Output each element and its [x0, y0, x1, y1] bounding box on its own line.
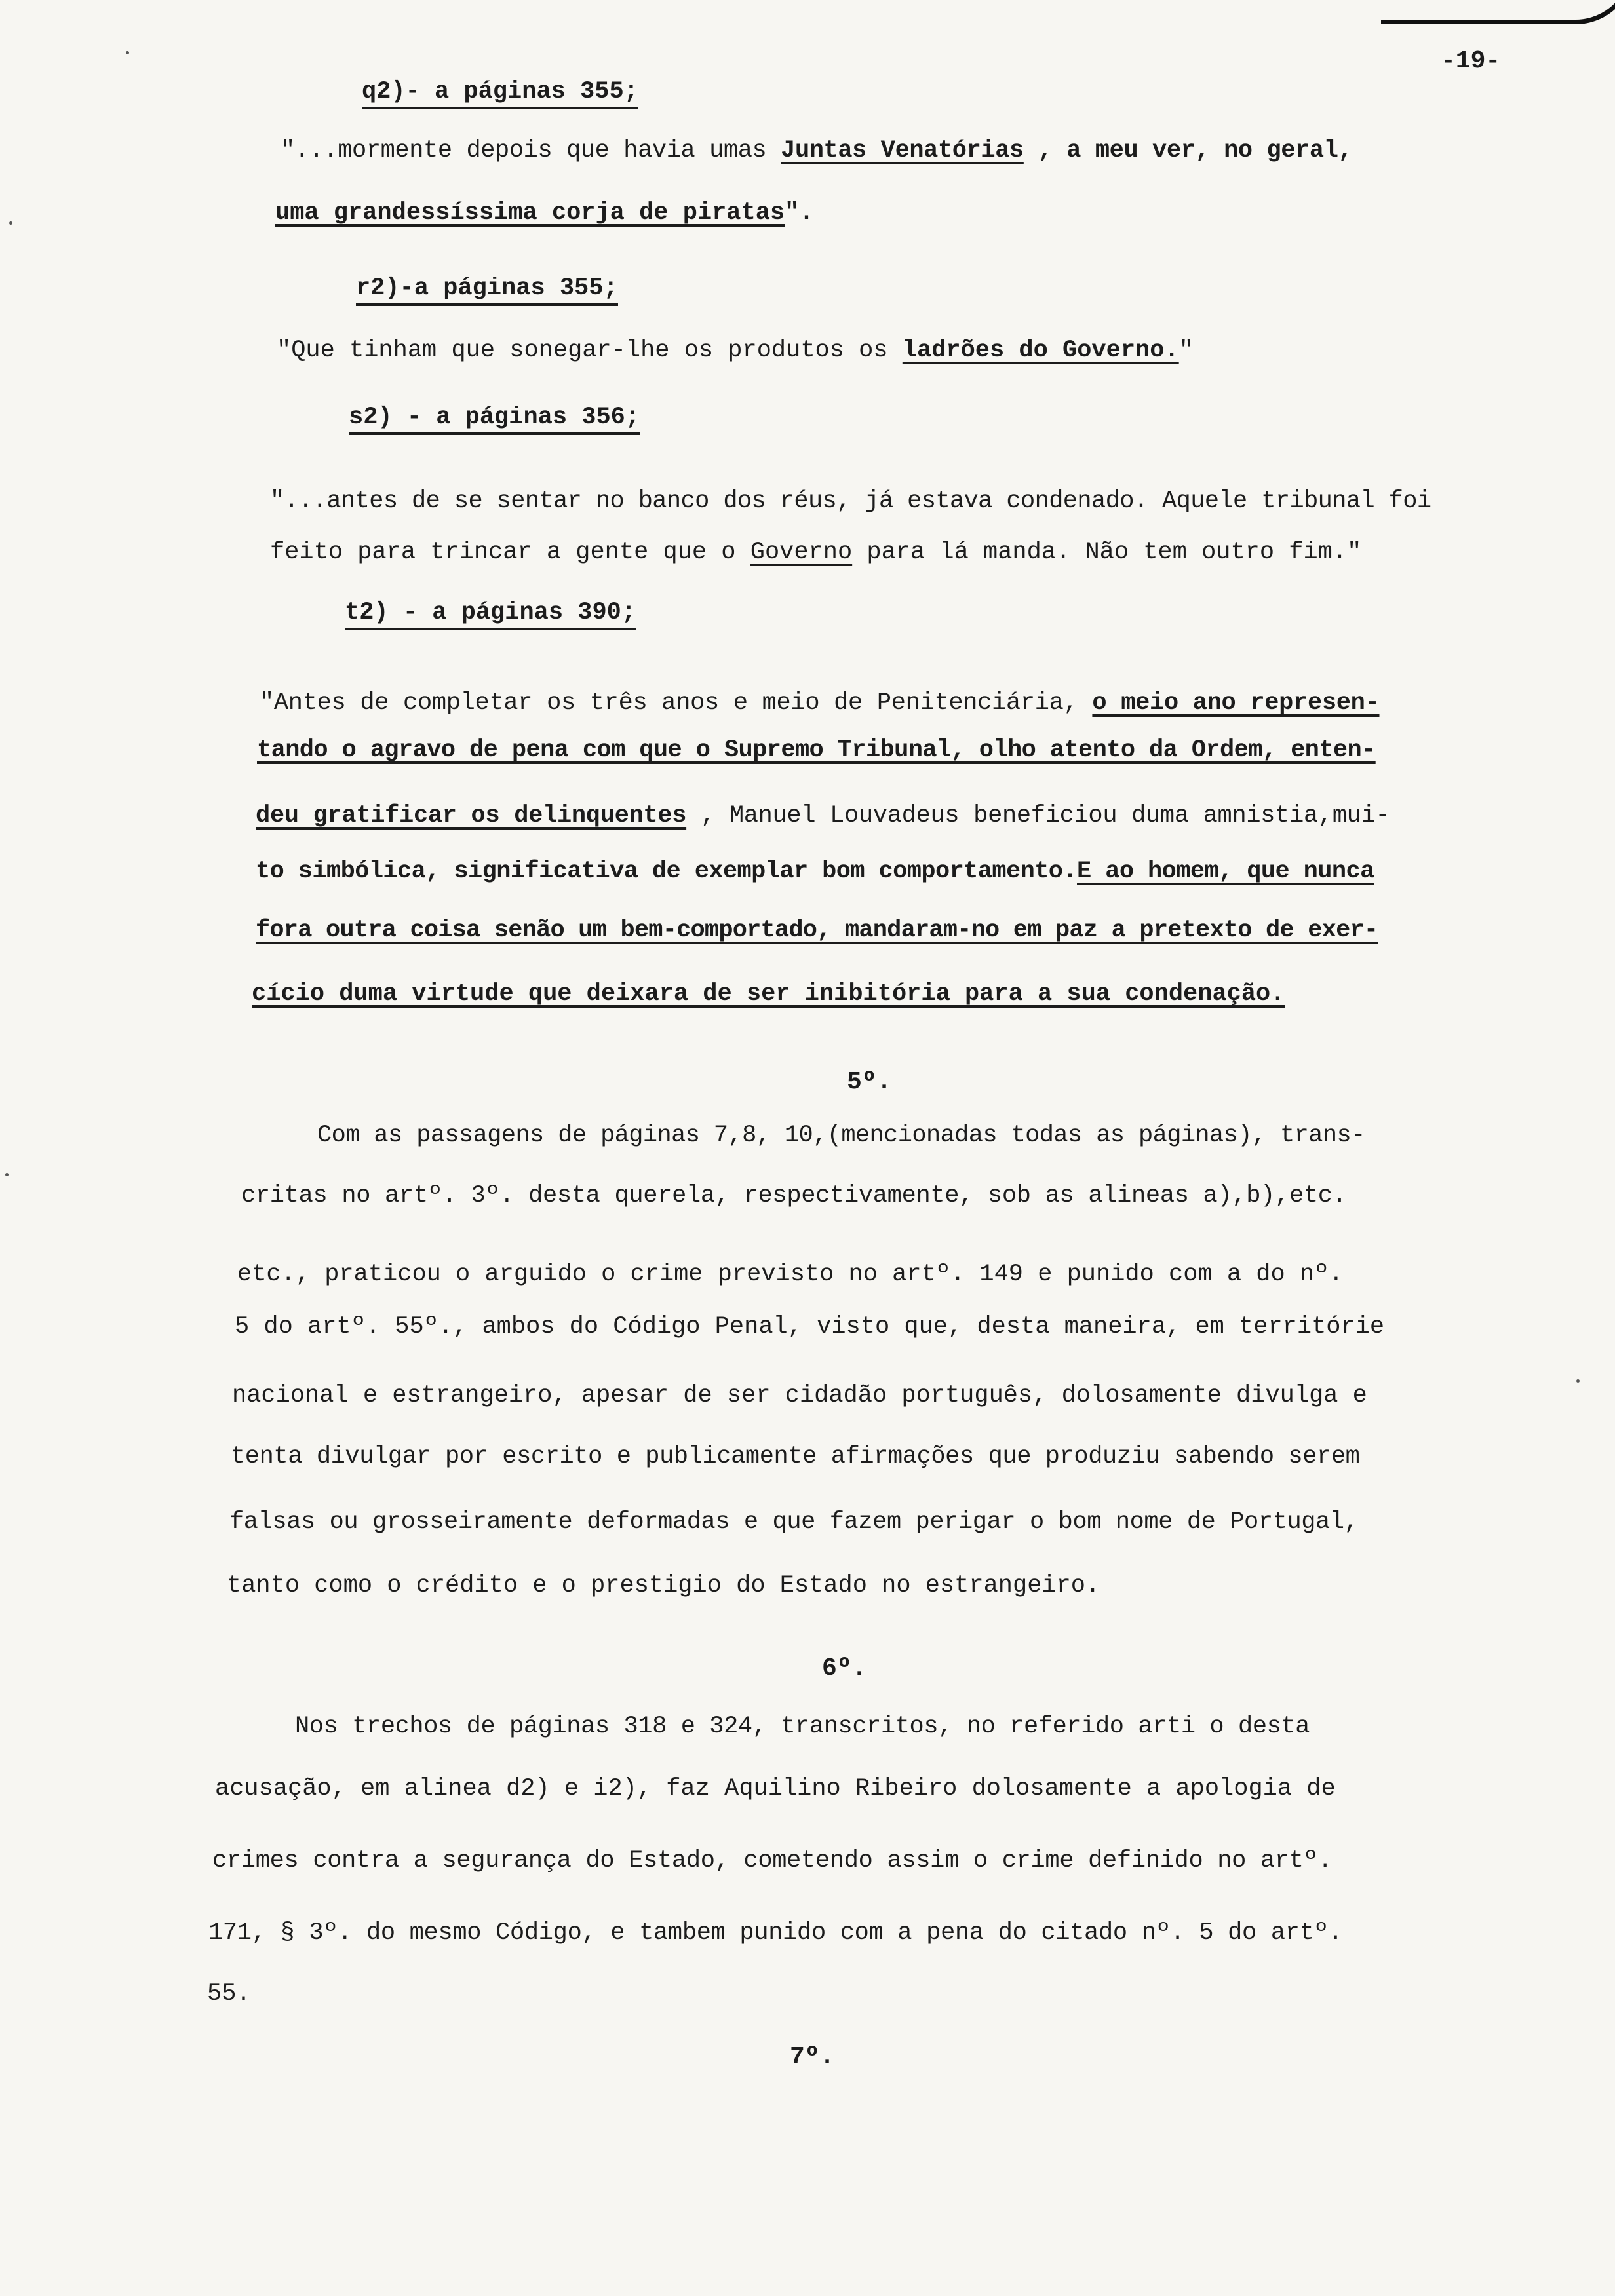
section-6-line: crimes contra a segurança do Estado, cometendo assim o crime definido no artº.	[212, 1847, 1333, 1875]
section-5-line: falsas ou grosseiramente deformadas e que fazem perigar o bom nome de Portugal,	[229, 1508, 1359, 1536]
quote-t2-line-1: "Antes de completar os três anos e meio de Penitenciária, o meio ano represen-	[260, 689, 1380, 717]
section-5-line: critas no artº. 3º. desta querela, respectivamente, sob as alineas a),b),etc.	[241, 1182, 1347, 1210]
reference-r2: r2)-a páginas 355;	[356, 272, 618, 305]
quote-q2-line-2: uma grandessíssima corja de piratas".	[275, 199, 814, 227]
quote-q2-line-1: "...mormente depois que havia umas Juntas Venatórias , a meu ver, no geral,	[281, 137, 1353, 164]
quote-t2-line-3: deu gratificar os delinquentes , Manuel Louvadeus beneficiou duma amnistia,mui-	[256, 802, 1390, 830]
section-7-heading: 7º.	[790, 2043, 835, 2071]
quote-s2-line-2: feito para trincar a gente que o Governo para lá manda. Não tem outro fim."	[270, 539, 1362, 566]
scan-speck	[1576, 1379, 1580, 1383]
section-6-line: 171, § 3º. do mesmo Código, e tambem punido com a pena do citado nº. 5 do artº.	[208, 1919, 1343, 1947]
quote-t2-line-2: tando o agravo de pena com que o Supremo Tribunal, olho atento da Ordem, enten-	[257, 737, 1376, 764]
reference-q2: q2)- a páginas 355;	[362, 75, 638, 108]
section-6-line: Nos trechos de páginas 318 e 324, transcritos, no referido arti o desta	[295, 1713, 1310, 1740]
quote-t2-line-6: cício duma virtude que deixara de ser inibitória para a sua condenação.	[252, 980, 1285, 1008]
quote-r2: "Que tinham que sonegar-lhe os produtos os ladrões do Governo."	[277, 337, 1194, 364]
section-5-line: 5 do artº. 55º., ambos do Código Penal, visto que, desta maneira, em territórie	[235, 1313, 1385, 1341]
section-5-line: tanto como o crédito e o prestigio do Estado no estrangeiro.	[227, 1572, 1100, 1599]
section-6-line: acusação, em alinea d2) e i2), faz Aquilino Ribeiro dolosamente a apologia de	[215, 1775, 1336, 1803]
section-5-heading: 5º.	[847, 1068, 892, 1096]
reference-s2: s2) - a páginas 356;	[349, 401, 640, 434]
scan-speck	[5, 1173, 9, 1176]
quote-t2-line-4: to simbólica, significativa de exemplar bom comportamento.E ao homem, que nunca	[256, 858, 1374, 885]
scan-speck	[126, 51, 129, 54]
section-5-line: Com as passagens de páginas 7,8, 10,(mencionadas todas as páginas), trans-	[317, 1122, 1365, 1149]
scan-speck	[9, 221, 12, 225]
section-6-line: 55.	[207, 1980, 251, 2008]
quote-t2-line-5: fora outra coisa senão um bem-comportado, mandaram-no em paz a pretexto de exer-	[256, 917, 1378, 944]
section-5-line: etc., praticou o arguido o crime previsto no artº. 149 e punido com a do nº.	[237, 1261, 1344, 1288]
section-5-line: nacional e estrangeiro, apesar de ser cidadão português, dolosamente divulga e	[232, 1382, 1367, 1409]
reference-t2: t2) - a páginas 390;	[345, 596, 636, 629]
page-corner-mark	[1381, 0, 1615, 24]
page-number: -19-	[1441, 47, 1501, 75]
section-5-line: tenta divulgar por escrito e publicamente afirmações que produziu sabendo serem	[231, 1443, 1360, 1470]
section-6-heading: 6º.	[822, 1655, 867, 1683]
quote-s2-line-1: "...antes de se sentar no banco dos réus, já estava condenado. Aquele tribunal foi	[270, 488, 1431, 515]
